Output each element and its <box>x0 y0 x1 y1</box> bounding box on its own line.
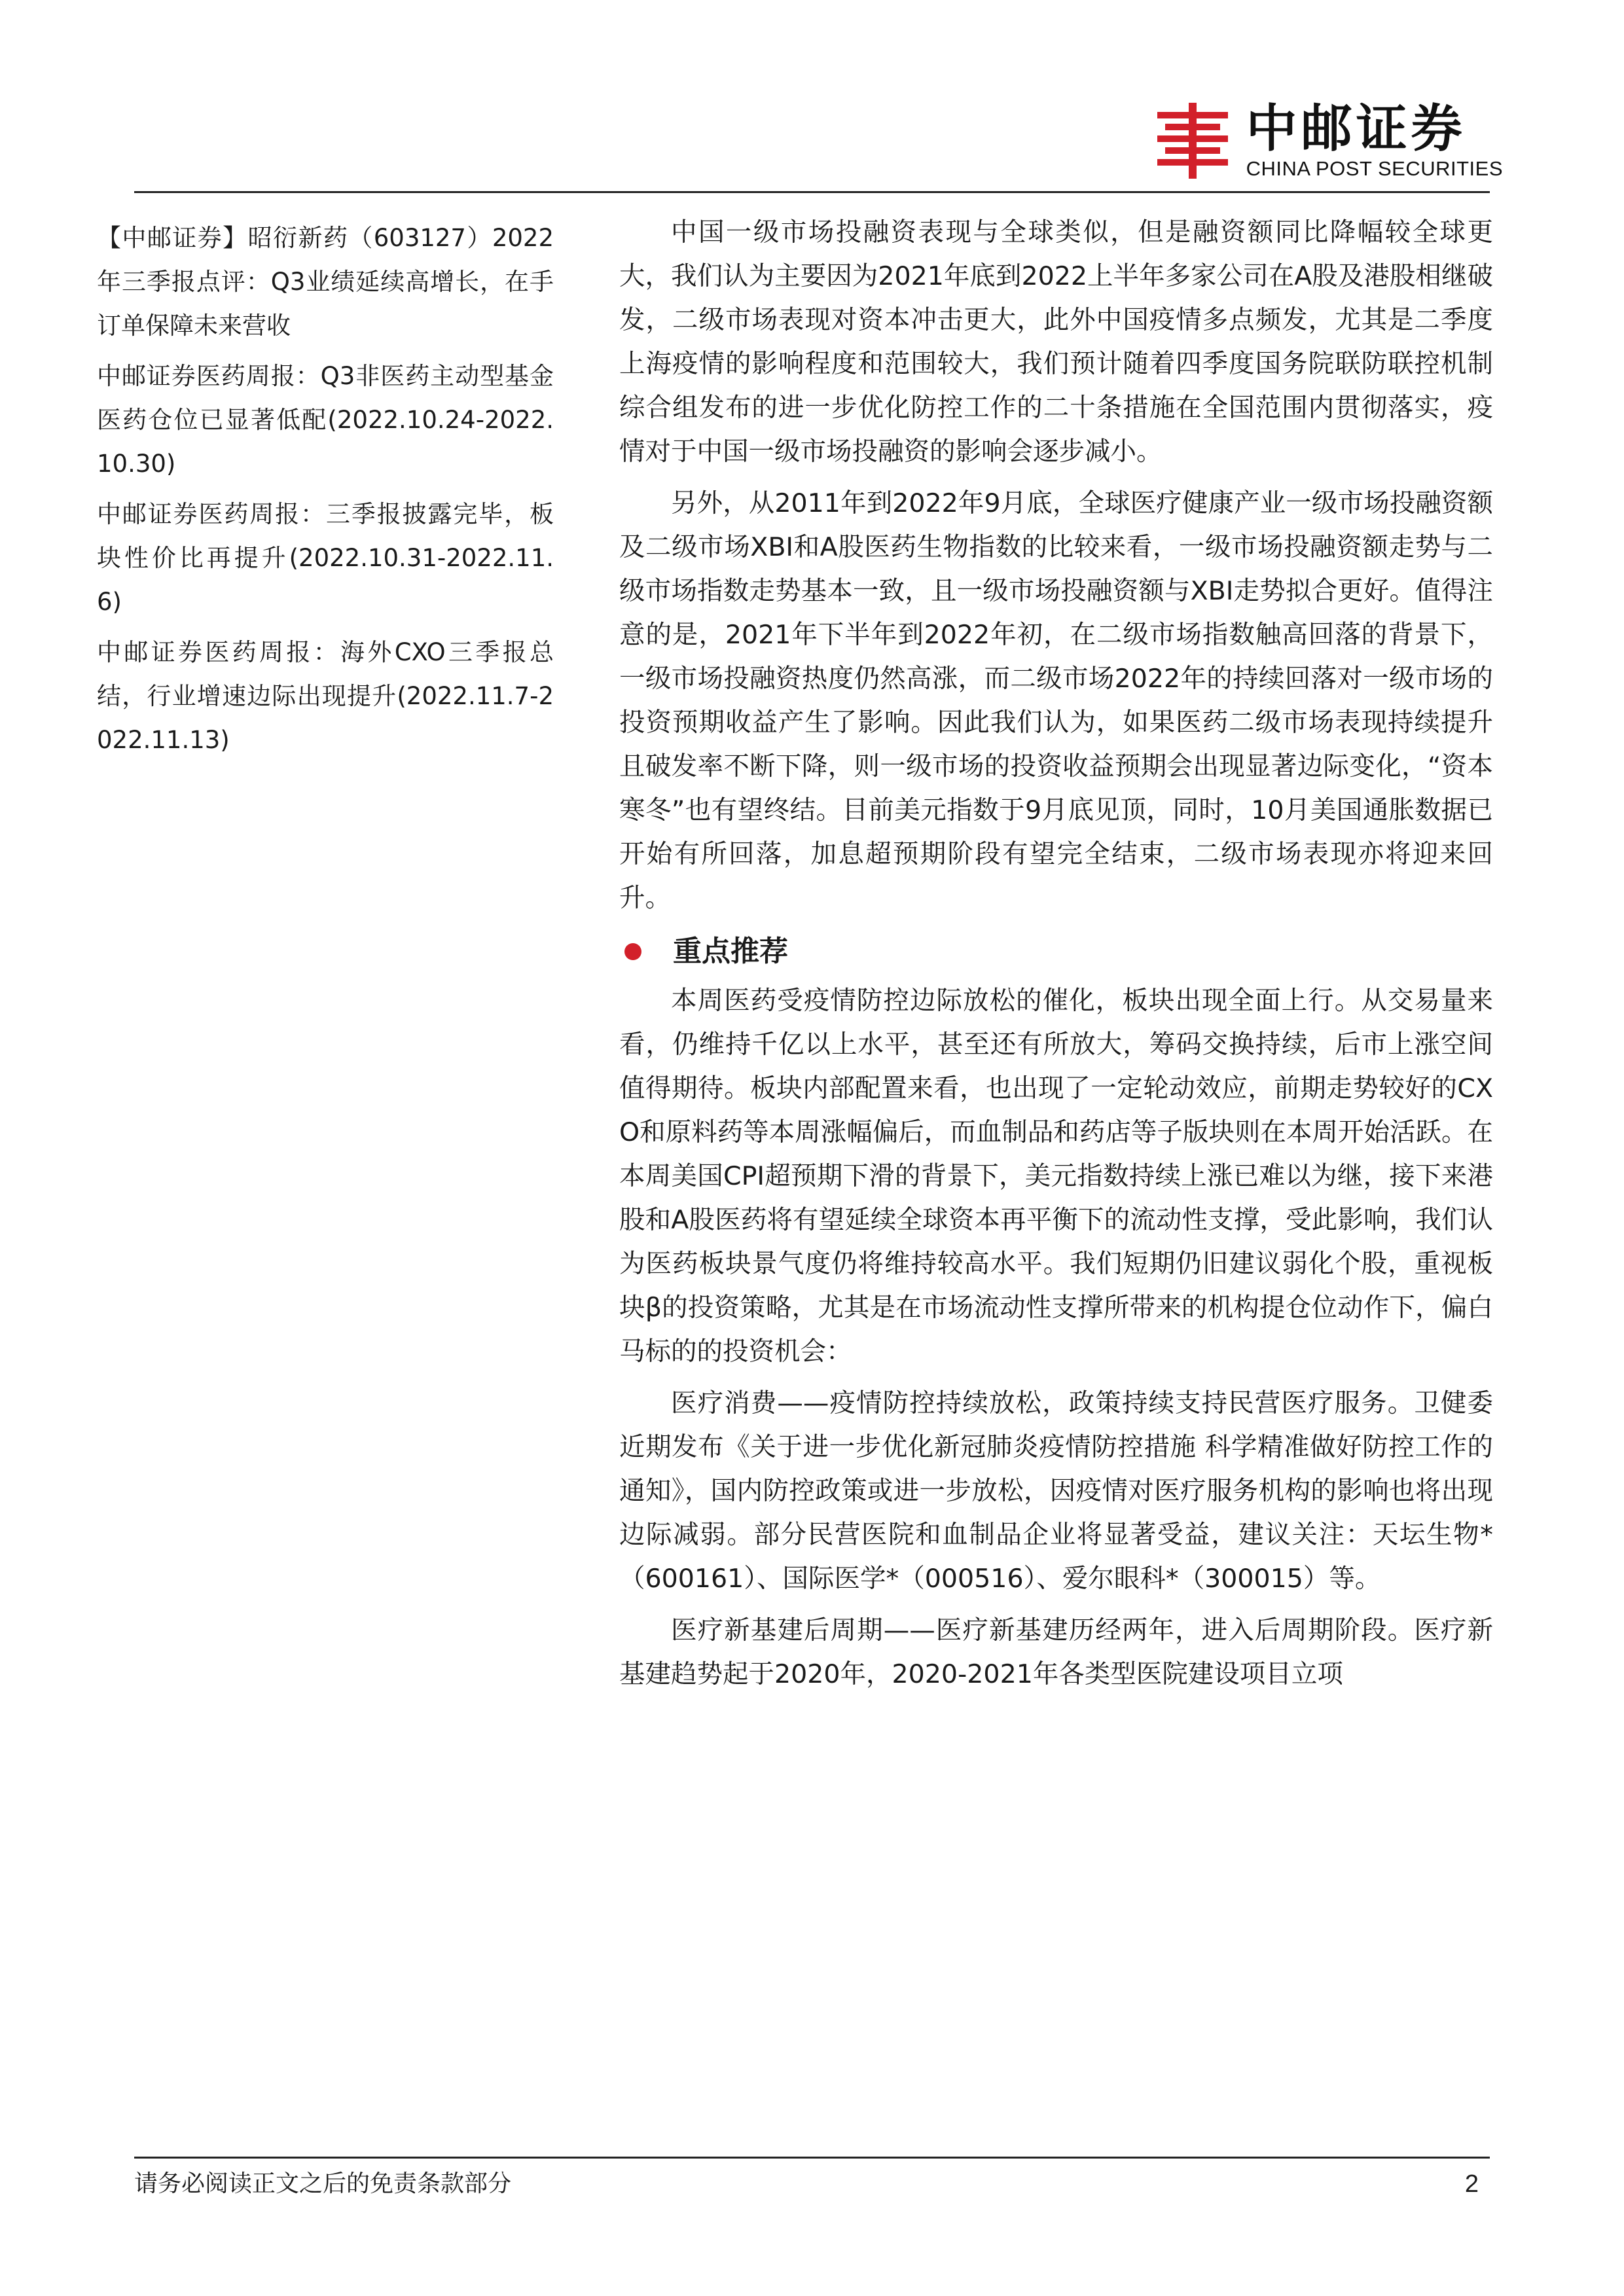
body-paragraph: 医疗消费——疫情防控持续放松，政策持续支持民营医疗服务。卫健委近期发布《关于进一步优化新冠肺炎疫情防控措施 科学精准做好防控工作的通知》，国内防控政策或进一步放松，因疫情对医疗服务机构的影响也将出现边际减弱。部分民营医院和血制品企业将显著受益，建议关注：天坛生物*（600161）、国际医学*（000516）、爱尔眼科*（300015）等。 <box>619 1388 1493 1594</box>
section-heading <box>619 928 1493 975</box>
red-bullet-icon <box>624 943 641 960</box>
related-report-item[interactable]: 中邮证券医药周报：Q3非医药主动型基金医药仓位已显著低配(2022.10.24-2022.10.30) <box>97 362 554 478</box>
logo-text <box>1246 101 1503 181</box>
china-post-logo-icon <box>1153 101 1232 180</box>
body-paragraph: 本周医药受疫情防控边际放松的催化，板块出现全面上行。从交易量来看，仍维持千亿以上水平，甚至还有所放大，筹码交换持续，后市上涨空间值得期待。板块内部配置来看，也出现了一定轮动效应，前期走势较好的CXO和原料药等本周涨幅偏后，而血制品和药店等子版块则在本周开始活跃。在本周美国CPI超预期下滑的背景下，美元指数持续上涨已难以为继，接下来港股和A股医药将有望延续全球资本再平衡下的流动性支撑，受此影响，我们认为医药板块景气度仍将维持较高水平。我们短期仍旧建议弱化个股，重视板块β的投资策略，尤其是在市场流动性支撑所带来的机构提仓位动作下，偏白马标的的投资机会： <box>619 986 1493 1367</box>
footer-disclaimer: 请务必阅读正文之后的免责条款部分 <box>134 2170 512 2197</box>
body-paragraph: 另外，从2011年到2022年9月底，全球医疗健康产业一级市场投融资额及二级市场XBI和A股医药生物指数的比较来看，一级市场投融资额走势与二级市场指数走势基本一致，且一级市场投融资额与XBI走势拟合更好。值得注意的是，2021年下半年到2022年初，在二级市场指数触高回落的背景下，一级市场投融资热度仍然高涨，而二级市场2022年的持续回落对一级市场的投资预期收益产生了影响。因此我们认为，如果医药二级市场表现持续提升且破发率不断下降，则一级市场的投资收益预期会出现显著边际变化，“资本寒冬”也有望终结。目前美元指数于9月底见顶，同时，10月美国通胀数据已开始有所回落，加息超预期阶段有望完全结束，二级市场表现亦将迎来回升。 <box>619 488 1493 913</box>
page-number: 2 <box>1464 2170 1479 2198</box>
header-divider <box>134 191 1490 193</box>
main-content <box>619 211 1493 1704</box>
related-report-item[interactable]: 中邮证券医药周报：海外CXO三季报总结，行业增速边际出现提升(2022.11.7-2022.11.13) <box>97 638 554 754</box>
logo-chinese-name: 中邮证券 <box>1246 99 1466 158</box>
logo-english-name: CHINA POST SECURITIES <box>1246 157 1503 180</box>
section-heading-text: 重点推荐 <box>673 935 788 968</box>
body-paragraph: 中国一级市场投融资表现与全球类似，但是融资额同比降幅较全球更大，我们认为主要因为2021年底到2022上半年多家公司在A股及港股相继破发，二级市场表现对资本冲击更大，此外中国疫情多点频发，尤其是二季度上海疫情的影响程度和范围较大，我们预计随着四季度国务院联防联控机制综合组发布的进一步优化防控工作的二十条措施在全国范围内贯彻落实，疫情对于中国一级市场投融资的影响会逐步减小。 <box>619 217 1493 467</box>
header-logo <box>1153 98 1503 183</box>
related-report-item[interactable]: 【中邮证券】昭衍新药（603127）2022年三季报点评：Q3业绩延续高增长，在手订单保障未来营收 <box>97 224 554 340</box>
body-paragraph: 医疗新基建后周期——医疗新基建历经两年，进入后周期阶段。医疗新基建趋势起于2020年，2020-2021年各类型医院建设项目立项 <box>619 1615 1493 1689</box>
footer-divider <box>134 2157 1490 2159</box>
related-reports-sidebar <box>97 216 554 768</box>
related-report-item[interactable]: 中邮证券医药周报：三季报披露完毕，板块性价比再提升(2022.10.31-2022.11.6) <box>97 500 554 616</box>
